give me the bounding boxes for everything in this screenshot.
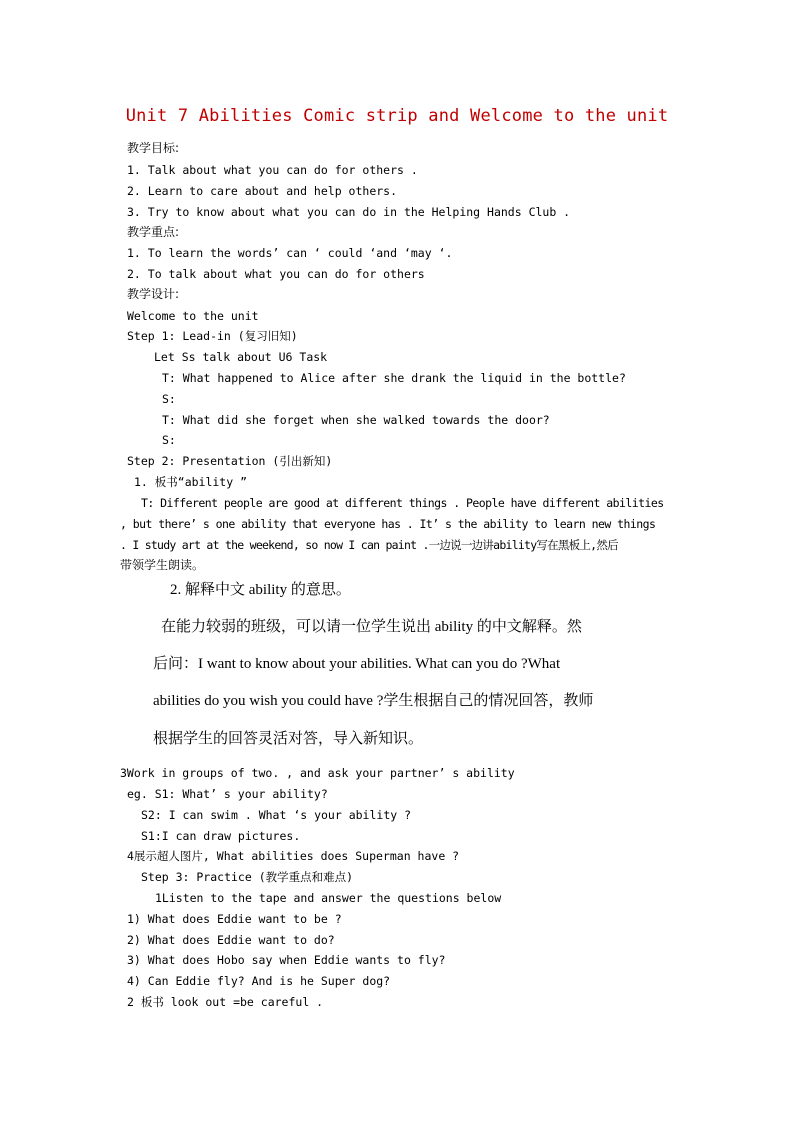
step2-item1: 1. 板书“ability ” <box>134 475 248 489</box>
question-item: 3) What does Hobo say when Eddie wants to fly? <box>127 953 446 967</box>
step3-heading: Step 3: Practice (教学重点和难点) <box>141 870 354 884</box>
page-title: Unit 7 Abilities Comic strip and Welcome to the unit <box>125 106 669 126</box>
step1-heading: Step 1: Lead-in (复习旧知) <box>127 329 298 343</box>
step1-line: T: What did she forget when she walked towards the door? <box>162 413 550 427</box>
step2-heading: Step 2: Presentation (引出新知) <box>127 454 333 468</box>
dialog-line: S2: I can swim . What ‘s your ability ? <box>141 808 412 822</box>
step2-item2-line: 在能力较弱的班级，可以请一位学生说出 ability 的中文解释。然 <box>161 619 582 635</box>
objectives-heading: 教学目标: <box>127 141 180 155</box>
key-point-item: 1. To learn the words’ can ‘ could ‘and ‘may ‘. <box>127 246 453 260</box>
question-item: 1) What does Eddie want to be ? <box>127 912 342 926</box>
step2-paragraph-line: . I study art at the weekend, so now I can paint .一边说一边讲ability写在黑板上,然后 <box>120 538 618 552</box>
question-item: 4) Can Eddie fly? And is he Super dog? <box>127 974 391 988</box>
step3-item1: 1Listen to the tape and answer the questions below <box>155 891 502 905</box>
step2-item3: 3Work in groups of two. , and ask your partner’ s ability <box>120 766 515 780</box>
step3-item2: 2 板书 look out =be careful . <box>127 995 324 1009</box>
step2-item2-line: abilities do you wish you could have ?学生根据自己的情况回答，教师 <box>153 693 594 709</box>
step1-line: S: <box>162 392 176 406</box>
step2-item2-line: 后问：I want to know about your abilities. What can you do ?What <box>153 656 561 672</box>
step2-paragraph-line: T: Different people are good at different things . People have different abilities <box>141 496 664 510</box>
step2-paragraph-line: , but there’ s one ability that everyone has . It’ s the ability to learn new things <box>120 517 656 531</box>
welcome-line: Welcome to the unit <box>127 309 259 323</box>
question-item: 2) What does Eddie want to do? <box>127 933 335 947</box>
step2-paragraph-line: 带领学生朗读。 <box>120 558 205 572</box>
objective-item: 1. Talk about what you can do for others . <box>127 163 418 177</box>
step2-item2-line: 根据学生的回答灵活对答，导入新知识。 <box>153 731 424 747</box>
key-point-item: 2. To talk about what you can do for others <box>127 267 425 281</box>
objective-item: 3. Try to know about what you can do in the Helping Hands Club . <box>127 205 571 219</box>
step2-item4: 4展示超人图片, What abilities does Superman have ? <box>127 849 460 863</box>
design-heading: 教学设计: <box>127 287 180 301</box>
dialog-line: eg. S1: What’ s your ability? <box>127 787 328 801</box>
step1-line: T: What happened to Alice after she drank the liquid in the bottle? <box>162 371 626 385</box>
step1-intro: Let Ss talk about U6 Task <box>154 350 328 364</box>
key-points-heading: 教学重点: <box>127 225 180 239</box>
step2-item2: 2. 解释中文 ability 的意思。 <box>170 582 351 598</box>
dialog-line: S1:I can draw pictures. <box>141 829 301 843</box>
step1-line: S: <box>162 433 176 447</box>
objective-item: 2. Learn to care about and help others. <box>127 184 398 198</box>
